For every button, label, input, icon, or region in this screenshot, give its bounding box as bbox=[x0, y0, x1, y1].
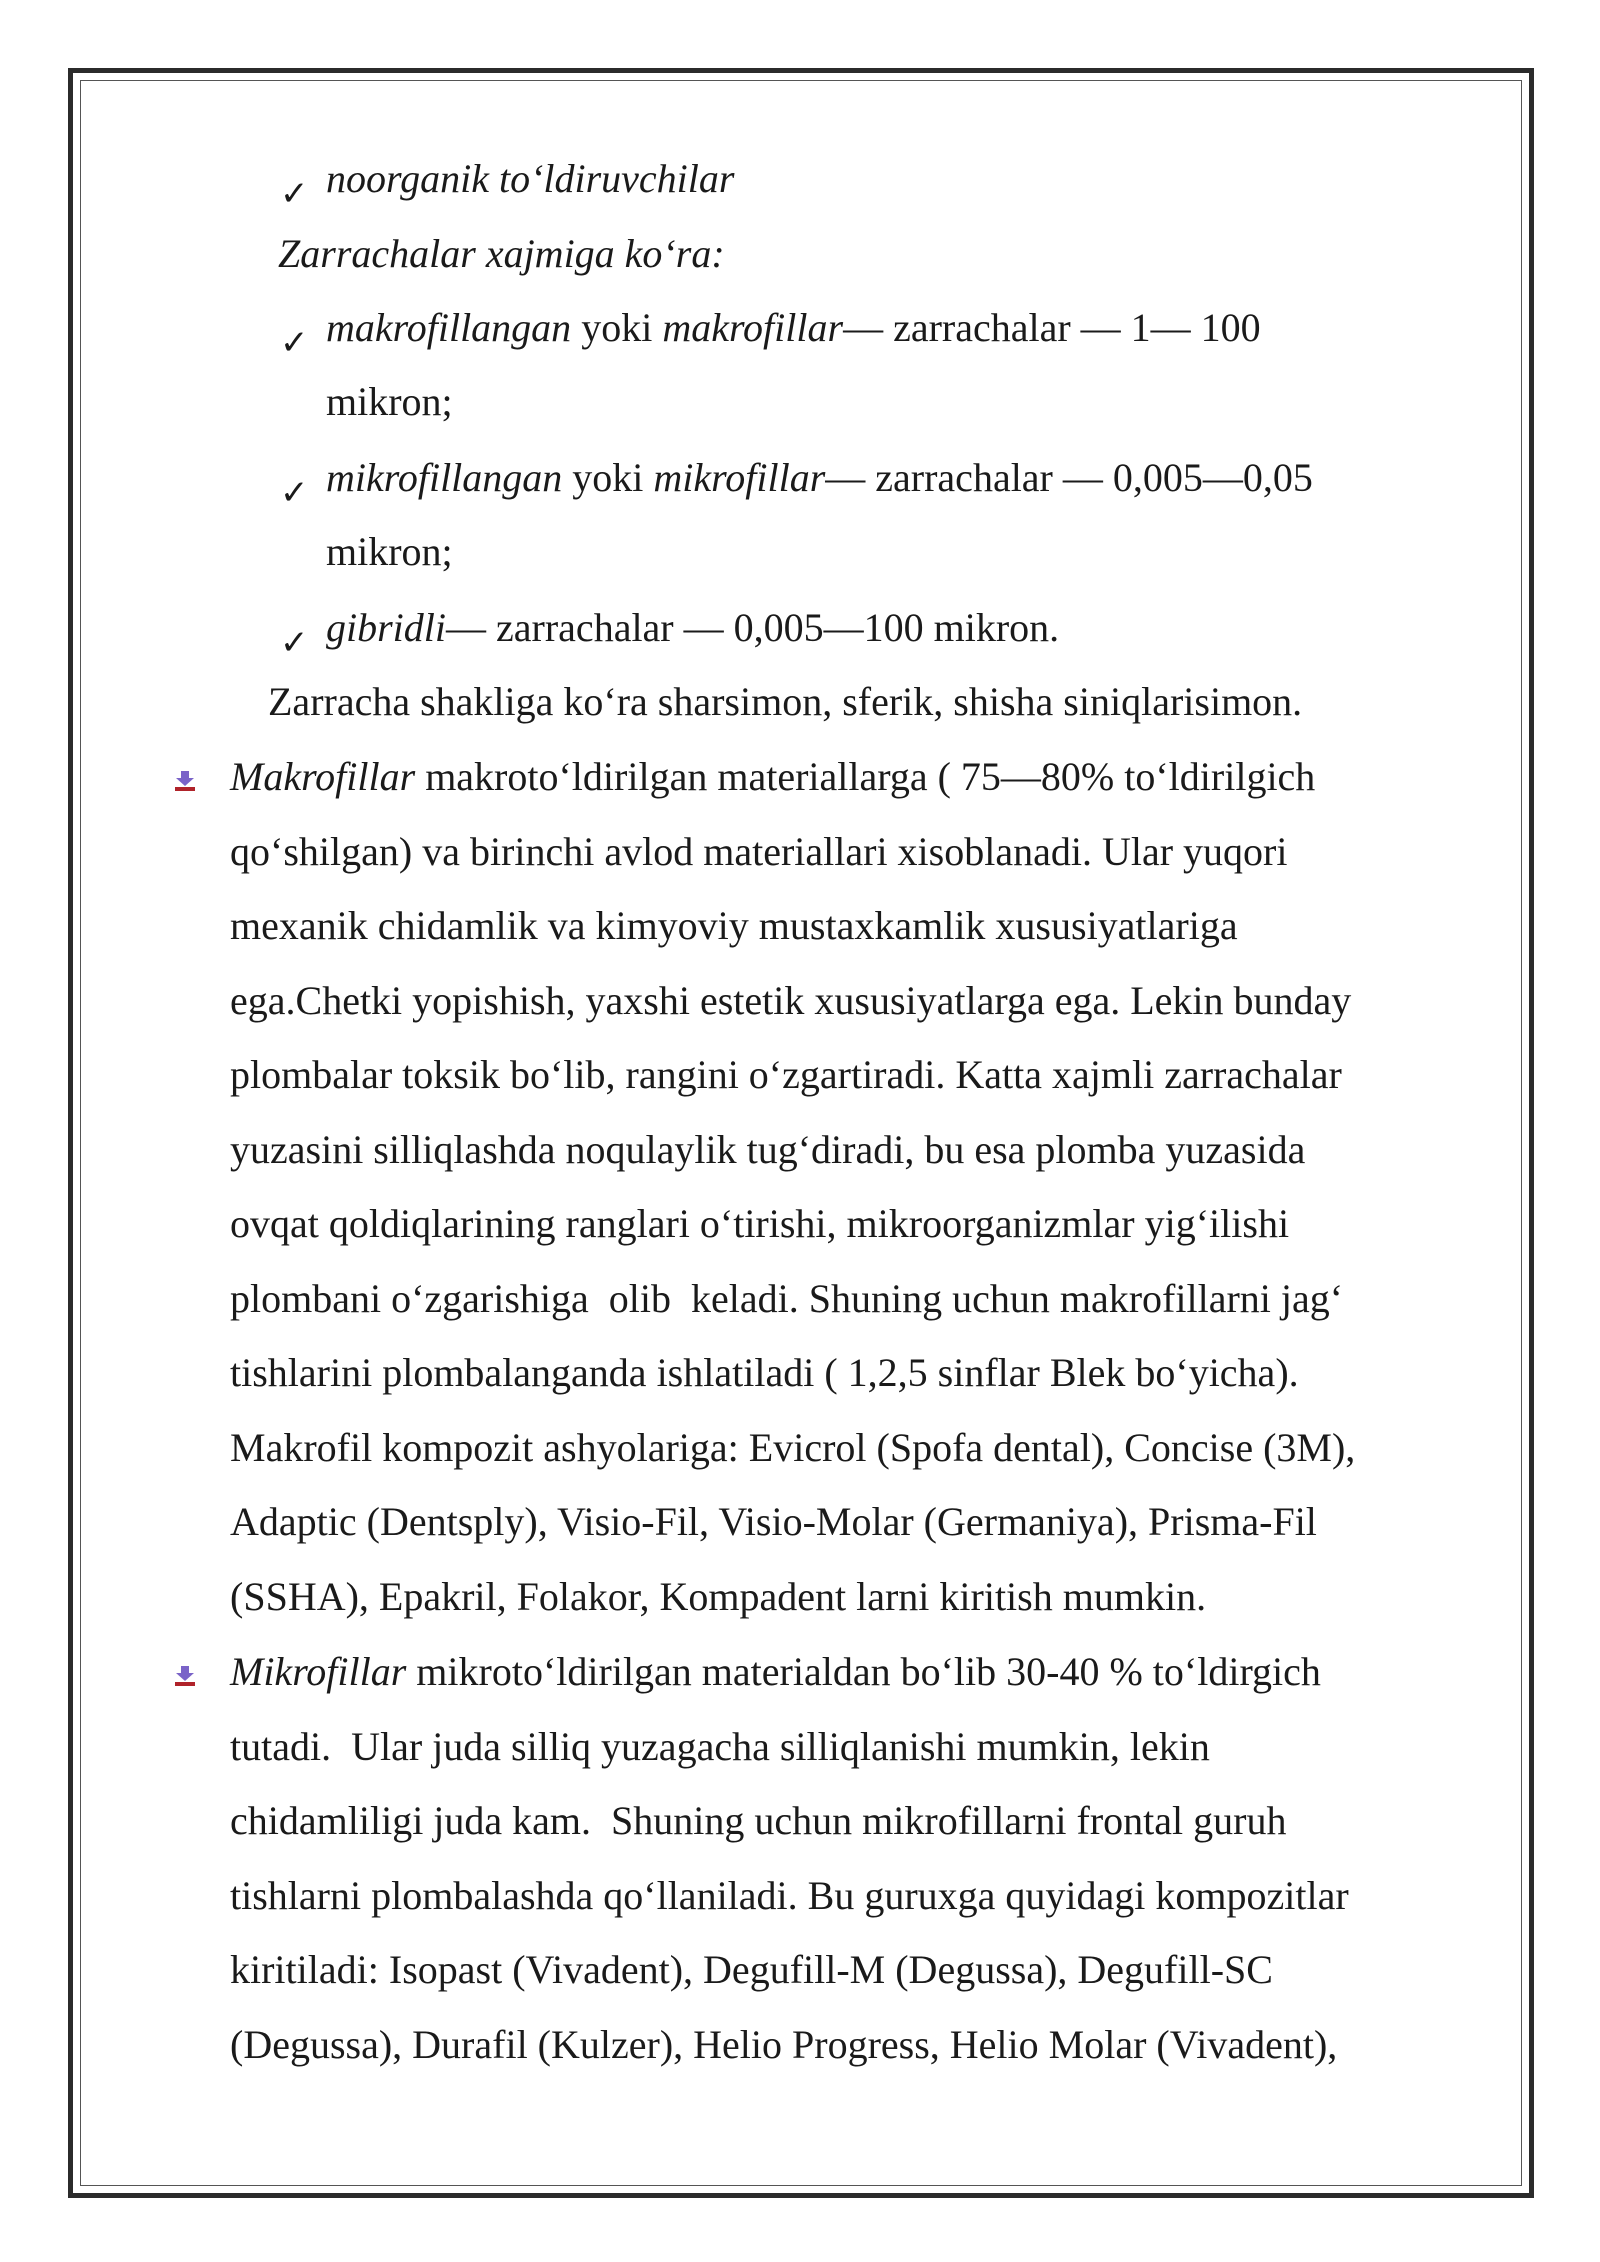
term: makrofillar bbox=[662, 305, 844, 350]
check-mark-icon: ✓ bbox=[280, 174, 309, 214]
paragraph-line: Adaptic (Dentsply), Visio-Fil, Visio-Molar (Germaniya), Prisma-Fil bbox=[230, 1499, 1317, 1544]
list-item-text: noorganik to‘ldiruvchilar bbox=[326, 156, 735, 201]
paragraph-line: tishlarini plombalanganda ishlatiladi ( 1,2,5 sinflar Blek bo‘yicha). bbox=[230, 1350, 1299, 1395]
list-item-continuation: mikron; bbox=[326, 379, 453, 424]
paragraph-line: ega.Chetki yopishish, yaxshi estetik xususiyatlarga ega. Lekin bunday bbox=[230, 977, 1352, 1023]
list-item bbox=[326, 142, 734, 217]
list-item-text: — zarrachalar — 0,005—100 mikron. bbox=[446, 605, 1060, 650]
paragraph-line: tishlarni plombalashda qo‘llaniladi. Bu guruxga quyidagi kompozitlar bbox=[230, 1872, 1349, 1918]
paragraph-line: qo‘shilgan) va birinchi avlod materiallari xisoblanadi. Ular yuqori bbox=[230, 828, 1288, 874]
term: Makrofillar bbox=[230, 754, 416, 799]
list-item bbox=[326, 591, 1059, 666]
paragraph-line: ovqat qoldiqlarining ranglari o‘tirishi, mikroorganizmlar yig‘ilishi bbox=[230, 1201, 1290, 1246]
paragraph-line: yuzasini silliqlashda noqulaylik tug‘diradi, bu esa plomba yuzasida bbox=[230, 1126, 1306, 1172]
shape-line: Zarracha shakliga ko‘ra sharsimon, sferik, shisha siniqlarisimon. bbox=[268, 679, 1303, 724]
check-mark-icon: ✓ bbox=[280, 623, 309, 663]
term: gibridli bbox=[326, 605, 447, 650]
list-item-text: — zarrachalar — 1— 100 bbox=[843, 305, 1261, 350]
list-item bbox=[326, 441, 1313, 516]
paragraph-line: plombani o‘zgarishiga olib keladi. Shuning uchun makrofillarni jag‘ bbox=[230, 1275, 1344, 1321]
paragraph-line: plombalar toksik bo‘lib, rangini o‘zgartiradi. Katta xajmli zarrachalar bbox=[230, 1052, 1342, 1097]
term: makrofillangan bbox=[326, 305, 572, 350]
list-item-text: — zarrachalar — 0,005—0,05 bbox=[825, 455, 1313, 500]
paragraph-line: mexanik chidamlik va kimyoviy mustaxkamlik xususiyatlariga bbox=[230, 903, 1238, 948]
paragraph-line: Makrofil kompozit ashyolariga: Evicrol (Spofa dental), Concise (3M), bbox=[230, 1424, 1356, 1470]
paragraph-line: (Degussa), Durafil (Kulzer), Helio Progress, Helio Molar (Vivadent), bbox=[230, 2021, 1338, 2067]
section-heading bbox=[278, 217, 725, 292]
paragraph-line bbox=[230, 740, 1315, 815]
size-heading-text: Zarrachalar xajmiga ko‘ra: bbox=[278, 231, 725, 276]
list-item-continuation: mikron; bbox=[326, 529, 453, 574]
paragraph-line bbox=[230, 1635, 1321, 1710]
check-mark-icon: ✓ bbox=[280, 473, 309, 513]
arrow-down-bullet-icon bbox=[172, 770, 198, 792]
arrow-down-bullet-icon bbox=[172, 1665, 198, 1687]
connector: yoki bbox=[571, 305, 663, 350]
term: mikrofillar bbox=[653, 455, 826, 500]
paragraph-text: makroto‘ldirilgan materiallarga ( 75—80% to‘ldirilgich bbox=[415, 754, 1316, 799]
term: Mikrofillar bbox=[230, 1649, 407, 1694]
paragraph-line: tutadi. Ular juda silliq yuzagacha silliqlanishi mumkin, lekin bbox=[230, 1723, 1210, 1769]
check-mark-icon: ✓ bbox=[280, 323, 309, 363]
list-item bbox=[326, 291, 1261, 366]
paragraph-line: (SSHA), Epakril, Folakor, Kompadent larni kiritish mumkin. bbox=[230, 1573, 1207, 1619]
paragraph-line: chidamliligi juda kam. Shuning uchun mikrofillarni frontal guruh bbox=[230, 1798, 1287, 1843]
term: mikrofillangan bbox=[326, 455, 563, 500]
paragraph-text: mikroto‘ldirilgan materialdan bo‘lib 30-40 % to‘ldirgich bbox=[406, 1649, 1321, 1694]
connector: yoki bbox=[562, 455, 654, 500]
paragraph-line: kiritiladi: Isopast (Vivadent), Degufill-M (Degussa), Degufill-SC bbox=[230, 1947, 1273, 1992]
